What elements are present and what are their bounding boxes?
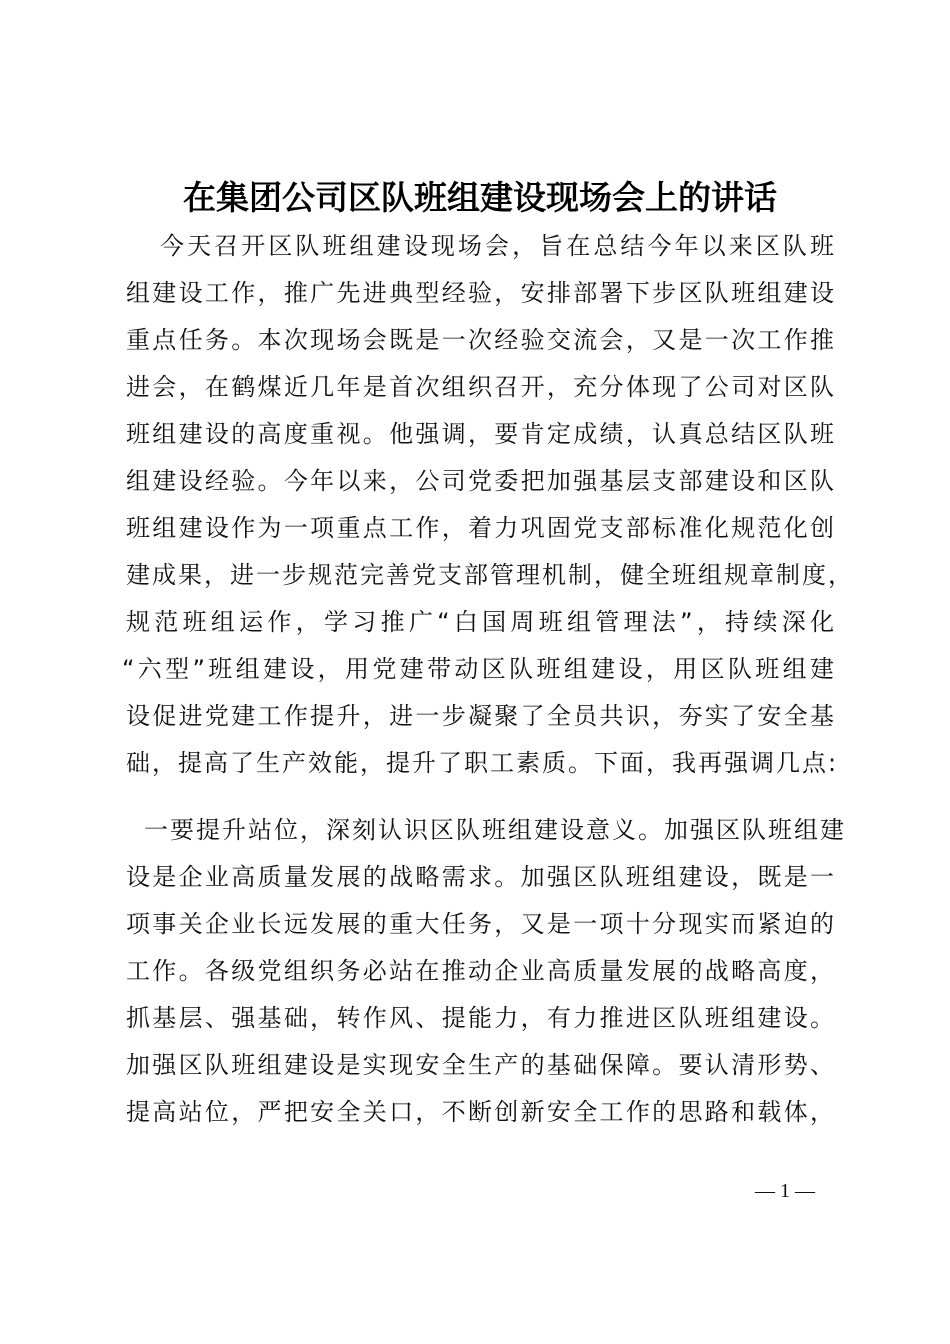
paragraph-1-line-6: 组建设经验。今年以来，公司党委把加强基层支部建设和区队 [126,467,836,495]
paragraph-1-line-5: 班组建设的高度重视。他强调，要肯定成绩，认真总结区队班 [126,420,836,448]
paragraph-1-line-3: 重点任务。本次现场会既是一次经验交流会，又是一次工作推 [126,326,836,354]
document-title: 在集团公司区队班组建设现场会上的讲话 [183,178,777,217]
paragraph-2-line-7: 提高站位，严把安全关口，不断创新安全工作的思路和载体， [126,1098,836,1126]
paragraph-1-line-12: 础，提高了生产效能，提升了职工素质。下面，我再强调几点: [126,749,839,777]
paragraph-2-line-2: 设是企业高质量发展的战略需求。加强区队班组建设，既是一 [126,863,836,891]
paragraph-1-line-11: 设促进党建工作提升，进一步凝聚了全员共识，夯实了安全基 [126,702,836,730]
paragraph-1-line-2: 组建设工作，推广先进典型经验，安排部署下步区队班组建设 [126,279,836,307]
paragraph-2-line-3: 项事关企业长远发展的重大任务，又是一项十分现实而紧迫的 [126,910,836,938]
paragraph-1-line-10: “六型”班组建设，用党建带动区队班组建设，用区队班组建 [122,655,836,683]
paragraph-2-line-5: 抓基层、强基础，转作风、提能力，有力推进区队班组建设。 [126,1004,836,1032]
paragraph-2-line-4: 工作。各级党组织务必站在推动企业高质量发展的战略高度， [126,957,836,985]
paragraph-1-line-7: 班组建设作为一项重点工作，着力巩固党支部标准化规范化创 [126,514,836,542]
paragraph-1-line-4: 进会，在鹤煤近几年是首次组织召开，充分体现了公司对区队 [126,373,836,401]
paragraph-1-line-1: 今天召开区队班组建设现场会，旨在总结今年以来区队班 [160,232,836,260]
paragraph-1-line-8: 建成果，进一步规范完善党支部管理机制，健全班组规章制度， [126,561,854,589]
paragraph-2-line-6: 加强区队班组建设是实现安全生产的基础保障。要认清形势、 [126,1051,836,1079]
page-number: — 1 — [755,1180,815,1202]
paragraph-2-line-1: 一要提升站位，深刻认识区队班组建设意义。加强区队班组建 [144,816,846,844]
paragraph-1-line-9: 规范班组运作，学习推广“白国周班组管理法”，持续深化 [126,608,836,636]
